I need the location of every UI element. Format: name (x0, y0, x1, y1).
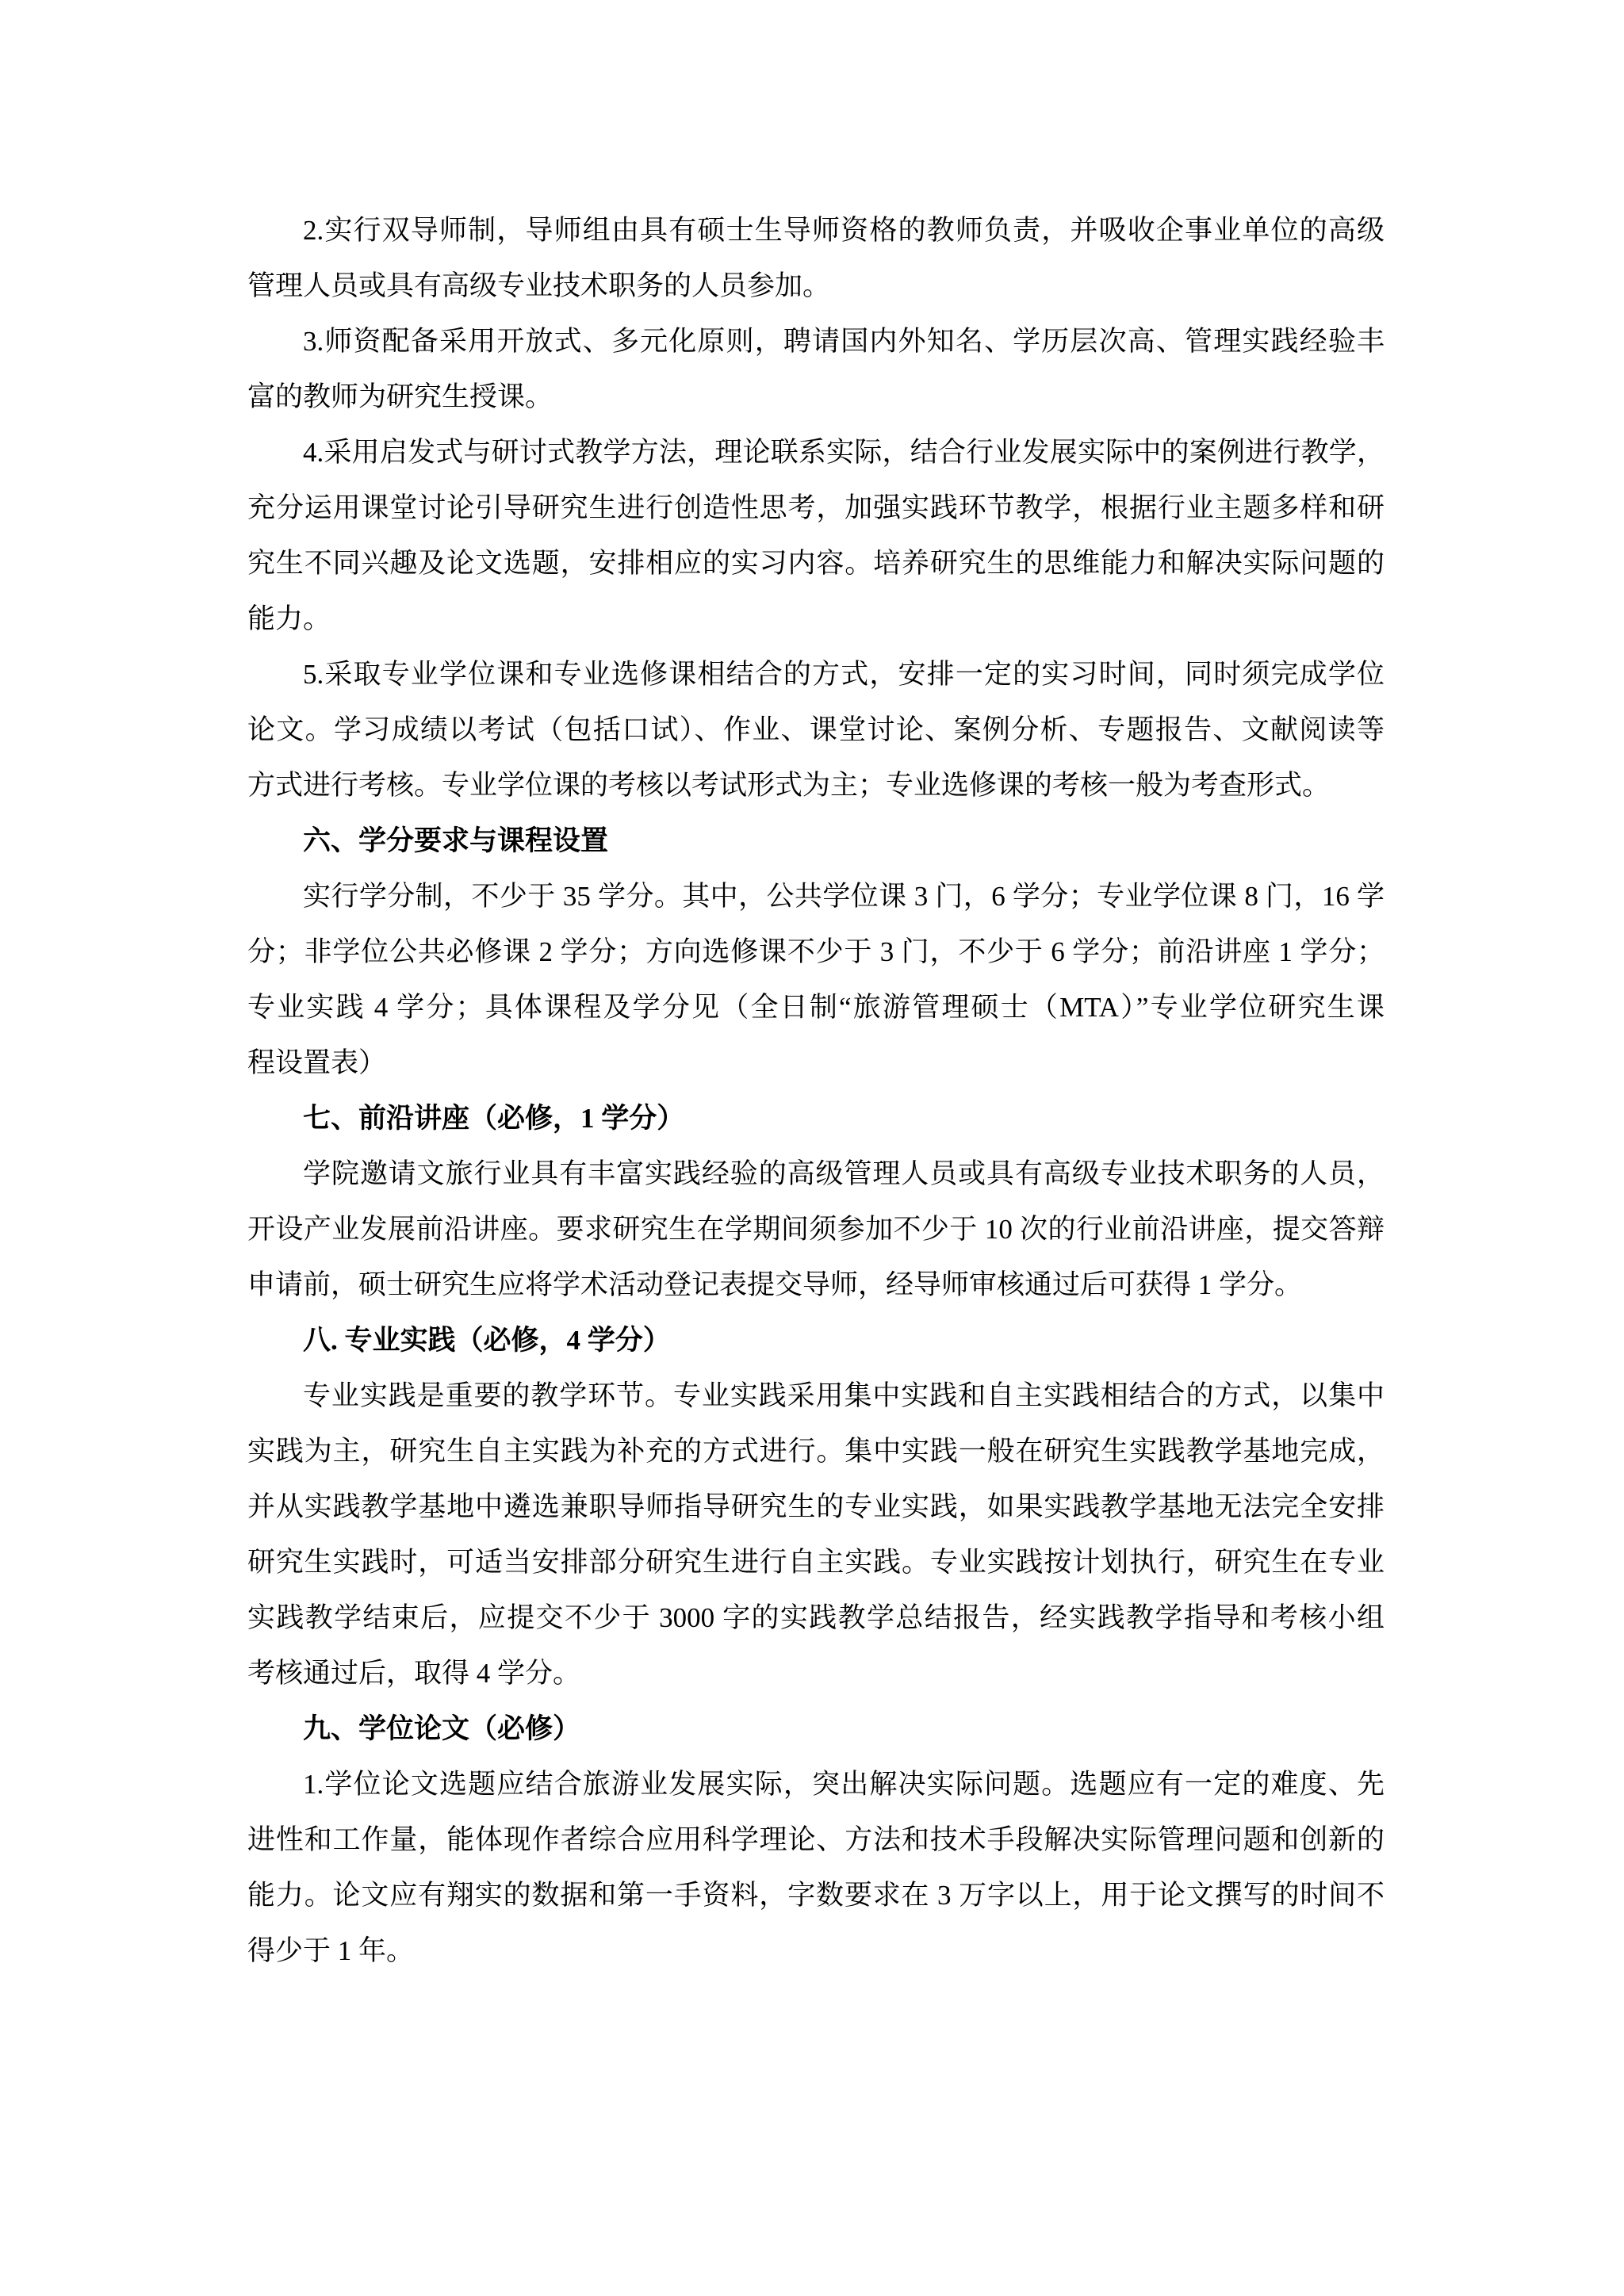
section-heading: 六、学分要求与课程设置 (303, 825, 609, 856)
document-line: 充分运用课堂讨论引导研究生进行创造性思考，加强实践环节教学，根据行业主题多样和研 (247, 492, 1385, 523)
document-line: 能力。 (247, 603, 331, 634)
document-line: 专业实践 4 学分；具体课程及学分见（全日制“旅游管理硕士（MTA）”专业学位研究生课 (247, 992, 1385, 1023)
document-line: 能力。论文应有翔实的数据和第一手资料，字数要求在 3 万字以上，用于论文撰写的时间不 (247, 1880, 1385, 1911)
document-line: 2.实行双导师制，导师组由具有硕士生导师资格的教师负责，并吸收企事业单位的高级 (303, 215, 1385, 246)
section-heading: 八. 专业实践（必修，4 学分） (303, 1325, 671, 1356)
document-line: 1.学位论文选题应结合旅游业发展实际，突出解决实际问题。选题应有一定的难度、先 (303, 1769, 1385, 1800)
document-line: 实践教学结束后，应提交不少于 3000 字的实践教学总结报告，经实践教学指导和考核小组 (247, 1602, 1385, 1633)
document-body (247, 203, 1385, 1979)
document-line: 分；非学位公共必修课 2 学分；方向选修课不少于 3 门，不少于 6 学分；前沿讲座 1 学分； (247, 936, 1385, 967)
document-line: 管理人员或具有高级专业技术职务的人员参加。 (247, 270, 831, 301)
document-line: 实践为主，研究生自主实践为补充的方式进行。集中实践一般在研究生实践教学基地完成， (247, 1436, 1385, 1467)
document-line: 3.师资配备采用开放式、多元化原则，聘请国内外知名、学历层次高、管理实践经验丰 (303, 326, 1385, 357)
document-line: 程设置表） (247, 1047, 387, 1078)
document-line: 进性和工作量，能体现作者综合应用科学理论、方法和技术手段解决实际管理问题和创新的 (247, 1824, 1385, 1855)
document-line: 研究生实践时，可适当安排部分研究生进行自主实践。专业实践按计划执行，研究生在专业 (247, 1547, 1385, 1578)
document-line: 申请前，硕士研究生应将学术活动登记表提交导师，经导师审核通过后可获得 1 学分。 (247, 1269, 1303, 1300)
document-line: 得少于 1 年。 (247, 1935, 415, 1966)
document-line: 5.采取专业学位课和专业选修课相结合的方式，安排一定的实习时间，同时须完成学位 (303, 659, 1385, 690)
document-line: 方式进行考核。专业学位课的考核以考试形式为主；专业选修课的考核一般为考查形式。 (247, 770, 1331, 801)
document-line: 专业实践是重要的教学环节。专业实践采用集中实践和自主实践相结合的方式，以集中 (303, 1380, 1385, 1411)
document-line: 4.采用启发式与研讨式教学方法，理论联系实际，结合行业发展实际中的案例进行教学， (303, 437, 1385, 468)
document-line: 富的教师为研究生授课。 (247, 381, 553, 412)
document-line: 并从实践教学基地中遴选兼职导师指导研究生的专业实践，如果实践教学基地无法完全安排 (247, 1491, 1385, 1522)
document-line: 开设产业发展前沿讲座。要求研究生在学期间须参加不少于 10 次的行业前沿讲座，提交答辩 (247, 1214, 1385, 1245)
document-line: 究生不同兴趣及论文选题，安排相应的实习内容。培养研究生的思维能力和解决实际问题的 (247, 548, 1385, 579)
document-line: 实行学分制，不少于 35 学分。其中，公共学位课 3 门，6 学分；专业学位课 8 门，16 学 (303, 881, 1385, 912)
section-heading: 九、学位论文（必修） (303, 1713, 581, 1744)
section-heading: 七、前沿讲座（必修，1 学分） (303, 1103, 685, 1134)
document-line: 学院邀请文旅行业具有丰富实践经验的高级管理人员或具有高级专业技术职务的人员， (303, 1158, 1385, 1189)
document-line: 论文。学习成绩以考试（包括口试）、作业、课堂讨论、案例分析、专题报告、文献阅读等 (247, 714, 1385, 745)
document-line: 考核通过后，取得 4 学分。 (247, 1658, 581, 1689)
